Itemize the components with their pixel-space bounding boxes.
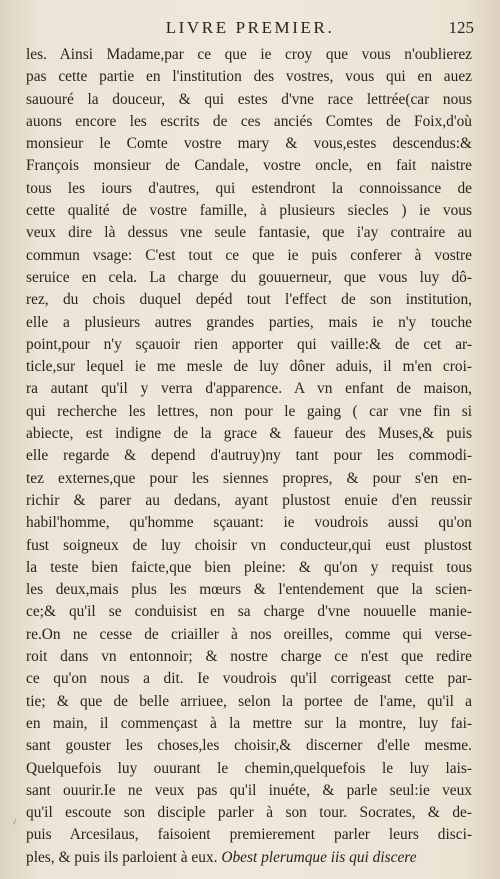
- running-head: LIVRE PREMIER.: [165, 18, 335, 37]
- text-line: habil'homme, qu'homme sçauant: ie voudrois aussi qu'on: [26, 514, 472, 532]
- text-line: elle a plusieurs autres grandes parties, mais ie n'y touche: [26, 313, 472, 331]
- latin-quote: Obest plerumque iis qui discere: [217, 848, 417, 866]
- text-line: pas cette partie en l'institution des vostres, vous qui en auez: [26, 68, 472, 86]
- text-line: point,pour n'y sçauoir rien apporter qui vaille:& de cet ar-: [26, 335, 472, 353]
- text-line: fust soigneux de luy choisir vn conducteur,qui eust plustost: [26, 536, 472, 554]
- page-number: 125: [448, 18, 474, 37]
- text-line: veux dire là dessus vne seule fantasie, que i'ay contraire au: [26, 224, 472, 242]
- text-line: ticle,sur lequel ie me mesle de luy dôner aduis, il m'en croi-: [26, 358, 472, 376]
- text-line: roit dans vn entonnoir; & nostre charge ce n'est que redire: [26, 648, 472, 666]
- text-line: rez, du chois duquel depéd tout l'effect de son institution,: [26, 291, 472, 309]
- text-line: sauouré la douceur, & qui estes d'vne race lettrée(car nous: [26, 90, 472, 108]
- text-line: les deux,mais plus les mœurs & l'entendement que la scien-: [26, 581, 472, 599]
- text-line: tous les iours d'autres, qui estendront la connoissance de: [26, 179, 472, 197]
- margin-mark: [13, 819, 22, 827]
- text-line: ra autant qu'il y verra d'apparence. A vn enfant de maison,: [26, 380, 472, 398]
- text-line: cette qualité de vostre famille, à plusieurs siecles ) ie vous: [26, 202, 472, 220]
- text-line: ce qu'on nous a dit. Ie voudrois qu'il corrigeast cette par-: [26, 670, 472, 688]
- text-line: tie; & que de belle arriuee, selon la portee de l'ame, qu'il a: [26, 692, 472, 710]
- text-line: re.On ne cesse de criailler à nos oreilles, comme qui verse-: [26, 625, 472, 643]
- text-line: ce;& qu'il se conduisist en sa charge d'vne nouuelle manie-: [26, 603, 472, 621]
- text-line: auons encore les escrits de ces anciés Comtes de Foix,d'où: [26, 112, 472, 130]
- text-line: sant gouster les choses,les choisir,& discerner d'elle mesme.: [26, 737, 472, 755]
- text-line: qui recherche les lettres, non pour le gaing ( car vne fin si: [26, 402, 472, 420]
- text-line: François monsieur de Candale, vostre oncle, en fait naistre: [26, 157, 472, 175]
- text-line: richir & parer au dedans, ayant plustost enuie d'en reussir: [26, 491, 472, 509]
- text-line: la teste bien faicte,que bien pleine: & qu'on y requist tous: [26, 558, 472, 576]
- text-line: commun vsage: C'est tout ce que ie puis conferer à vostre: [26, 246, 472, 264]
- text-line: ples, & puis ils parloient à eux. Obest plerumque iis qui discere: [26, 848, 417, 866]
- text-line: Quelquefois luy ouurant le chemin,quelquefois le luy lais-: [26, 759, 472, 777]
- text-line: monsieur le Comte vostre mary & vous,estes descendus:&: [26, 135, 472, 153]
- text-line: sant ouurir.Ie ne veux pas qu'il inuéte, & parle seul:ie veux: [26, 781, 472, 799]
- text-line: en main, il commençast à la mettre sur la montre, luy fai-: [26, 714, 472, 732]
- text-block: [26, 44, 472, 869]
- page-header: [26, 18, 474, 40]
- text-line: tez externes,que pour les siennes propres, & pour s'en en-: [26, 469, 472, 487]
- text-line: seruice en cela. La charge du gouuerneur, que vous luy dô-: [26, 268, 472, 286]
- text-line: qu'il escoute son disciple parler à son tour. Socrates, & de-: [26, 804, 472, 822]
- text-line: elle regarde & depend d'autruy)ny tant pour les commodi-: [26, 447, 472, 465]
- text-line: puis Arcesilaus, faisoient premierement parler leurs disci-: [26, 826, 472, 844]
- text-line: abiecte, est indigne de la grace & faueur des Muses,& puis: [26, 425, 472, 443]
- text-line: les. Ainsi Madame,par ce que ie croy que vous n'oublierez: [26, 46, 472, 63]
